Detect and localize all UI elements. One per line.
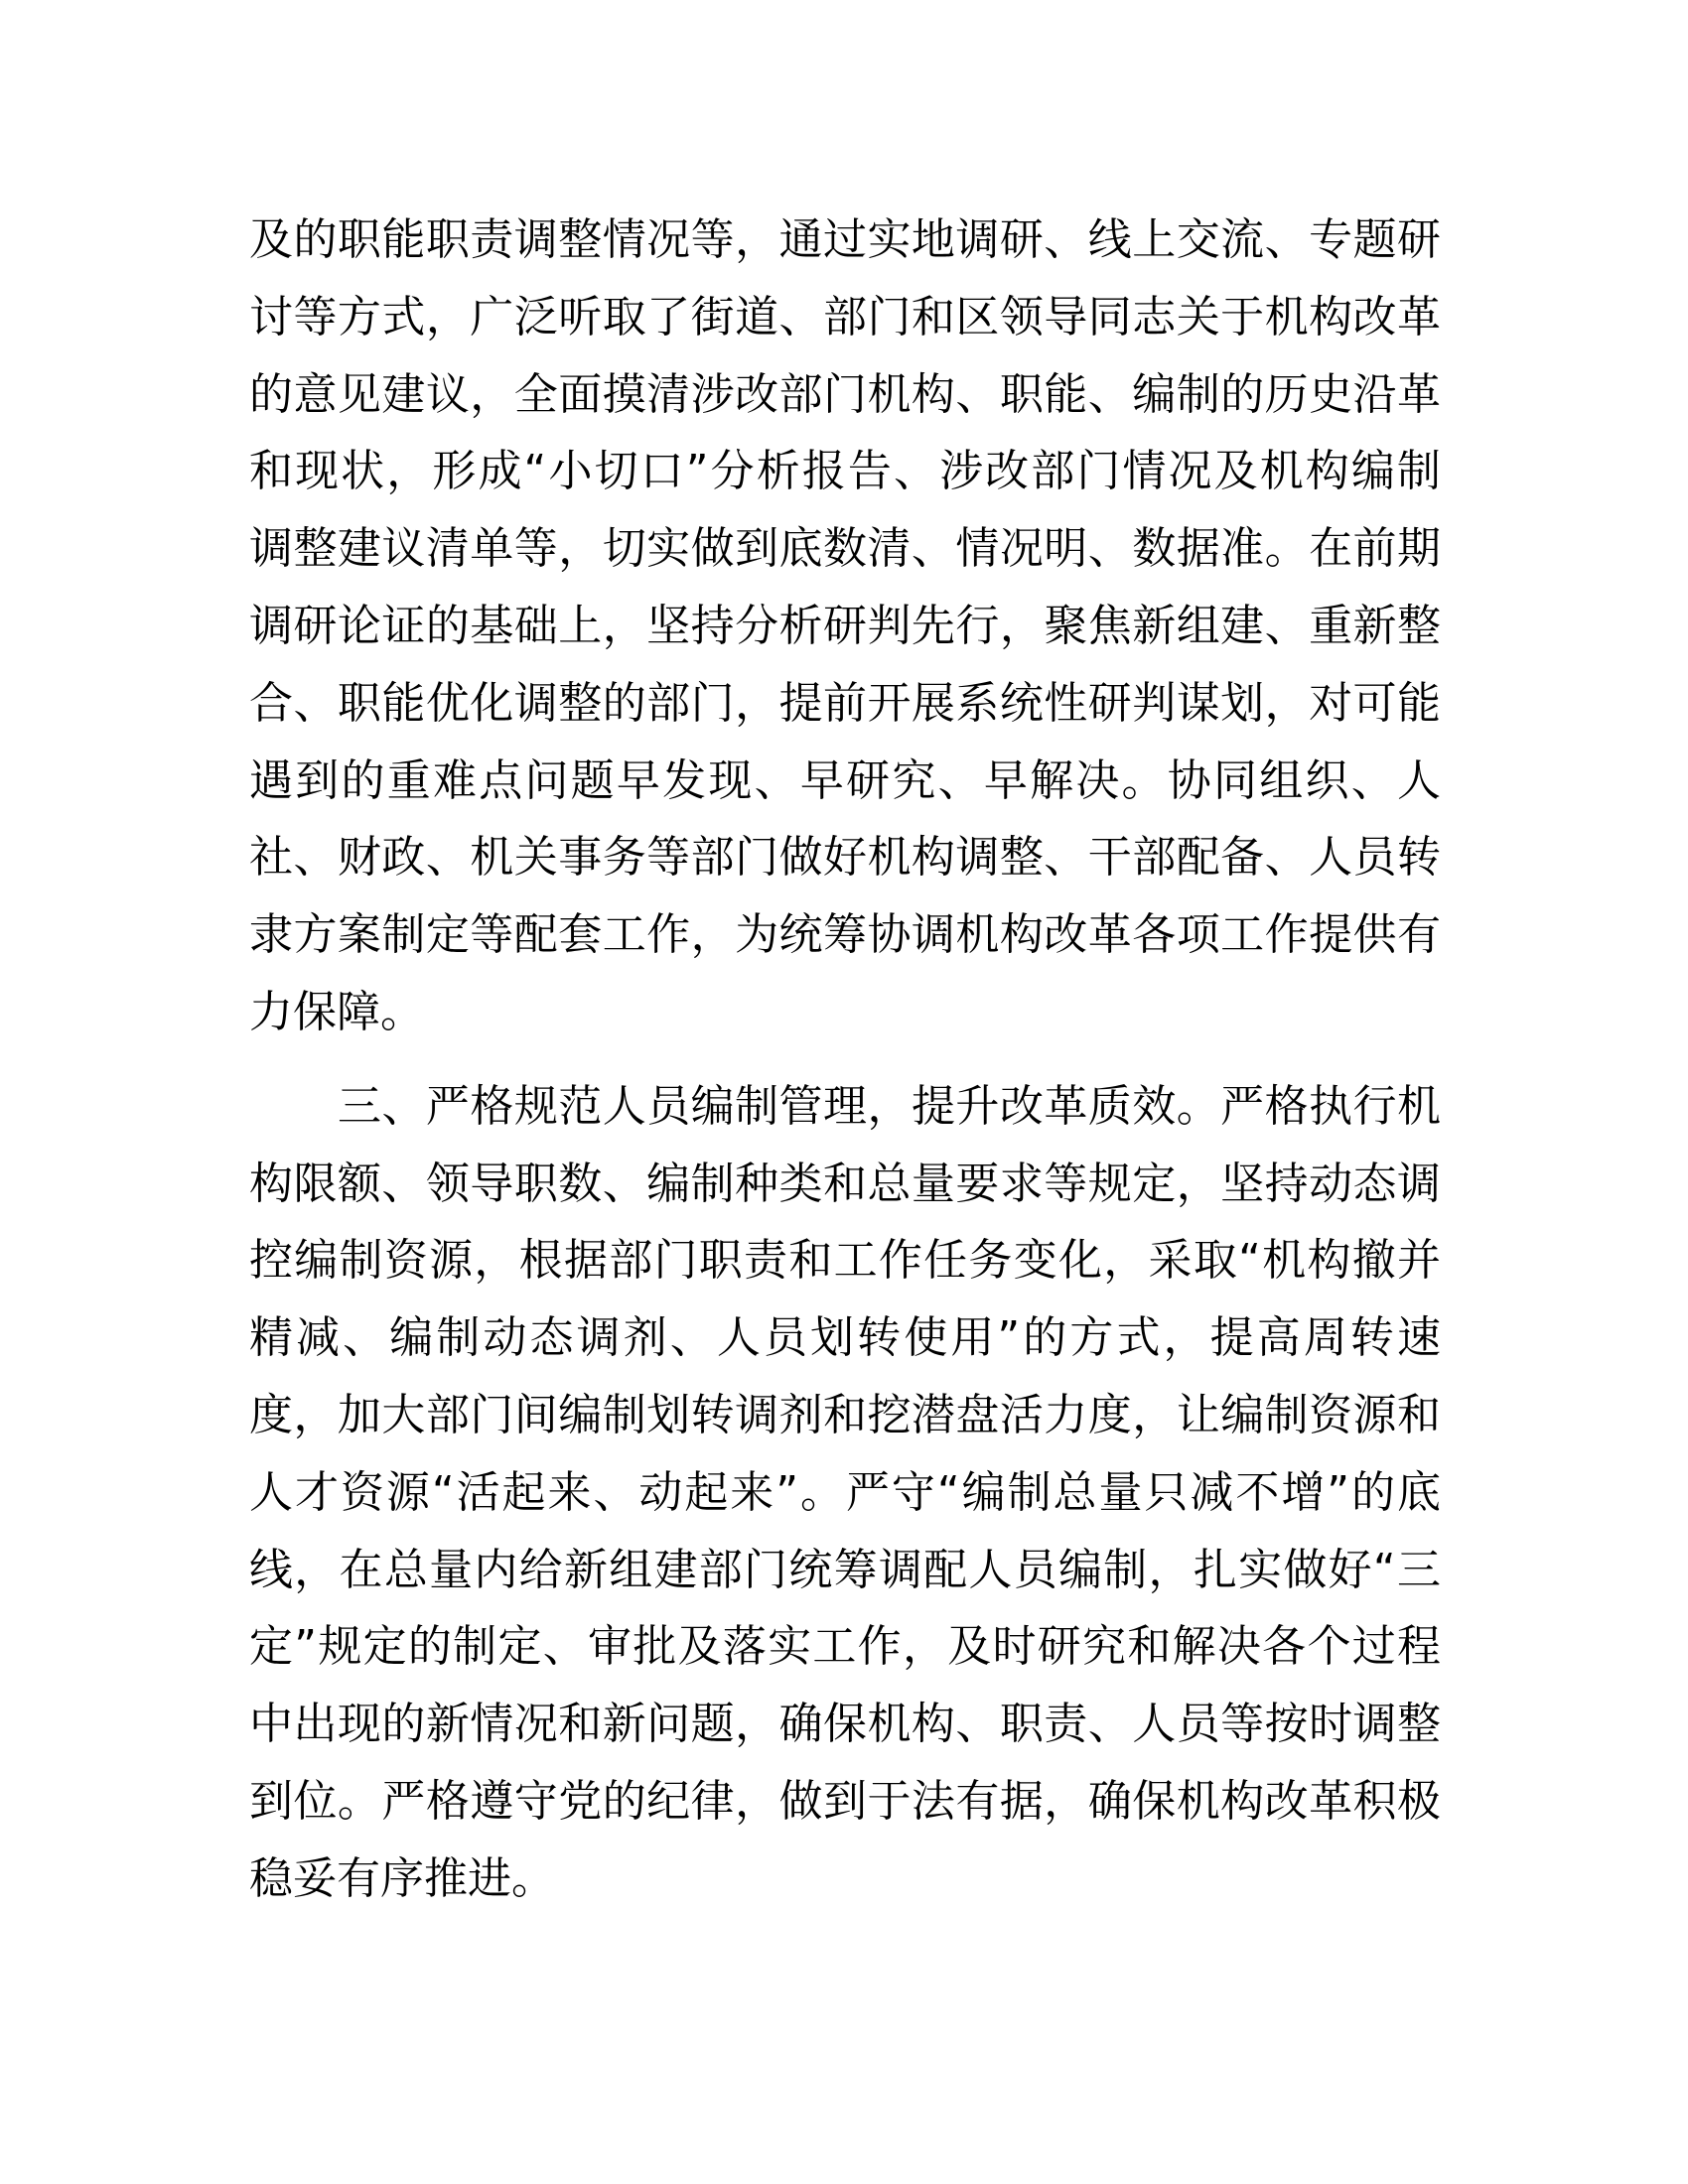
text-line: 讨等方式，广泛听取了街道、部门和区领导同志关于机构改革	[249, 291, 1441, 342]
body-text	[249, 202, 1441, 1918]
text-line: 隶方案制定等配套工作，为统筹协调机构改革各项工作提供有	[249, 909, 1441, 961]
text-line: 定”规定的制定、审批及落实工作，及时研究和解决各个过程	[249, 1621, 1441, 1673]
text-line: 度，加大部门间编制划转调剂和挖潜盘活力度，让编制资源和	[249, 1389, 1441, 1440]
text-line: 遇到的重难点问题早发现、早研究、早解决。协同组织、人	[249, 754, 1441, 806]
text-line: 线，在总量内给新组建部门统筹调配人员编制，扎实做好“三	[249, 1544, 1441, 1595]
text-line: 调整建议清单等，切实做到底数清、情况明、数据准。在前期	[249, 523, 1441, 575]
paragraph-section-three	[249, 1068, 1441, 1918]
paragraph-continuation	[249, 202, 1441, 1051]
text-line: 合、职能优化调整的部门，提前开展系统性研判谋划，对可能	[249, 677, 1441, 729]
text-line: 中出现的新情况和新问题，确保机构、职责、人员等按时调整	[249, 1699, 1441, 1750]
text-line: 及的职能职责调整情况等，通过实地调研、线上交流、专题研	[249, 214, 1441, 265]
text-line: 构限额、领导职数、编制种类和总量要求等规定，坚持动态调	[249, 1158, 1441, 1209]
text-line: 稳妥有序推进。	[249, 1852, 555, 1904]
text-line: 调研论证的基础上，坚持分析研判先行，聚焦新组建、重新整	[249, 600, 1441, 651]
text-line: 精减、编制动态调剂、人员划转使用”的方式，提高周转速	[249, 1312, 1441, 1364]
text-line: 力保障。	[249, 986, 424, 1037]
text-line: 社、财政、机关事务等部门做好机构调整、干部配备、人员转	[249, 832, 1441, 884]
text-line: 和现状，形成“小切口”分析报告、涉改部门情况及机构编制	[249, 446, 1441, 497]
text-line: 人才资源“活起来、动起来”。严守“编制总量只减不增”的底	[249, 1466, 1441, 1518]
text-line: 到位。严格遵守党的纪律，做到于法有据，确保机构改革积极	[249, 1775, 1441, 1827]
text-line: 的意见建议，全面摸清涉改部门机构、职能、编制的历史沿革	[249, 368, 1441, 420]
text-line: 控编制资源，根据部门职责和工作任务变化，采取“机构撤并	[249, 1235, 1441, 1287]
section-heading-line: 三、严格规范人员编制管理，提升改革质效。严格执行机	[338, 1080, 1441, 1132]
